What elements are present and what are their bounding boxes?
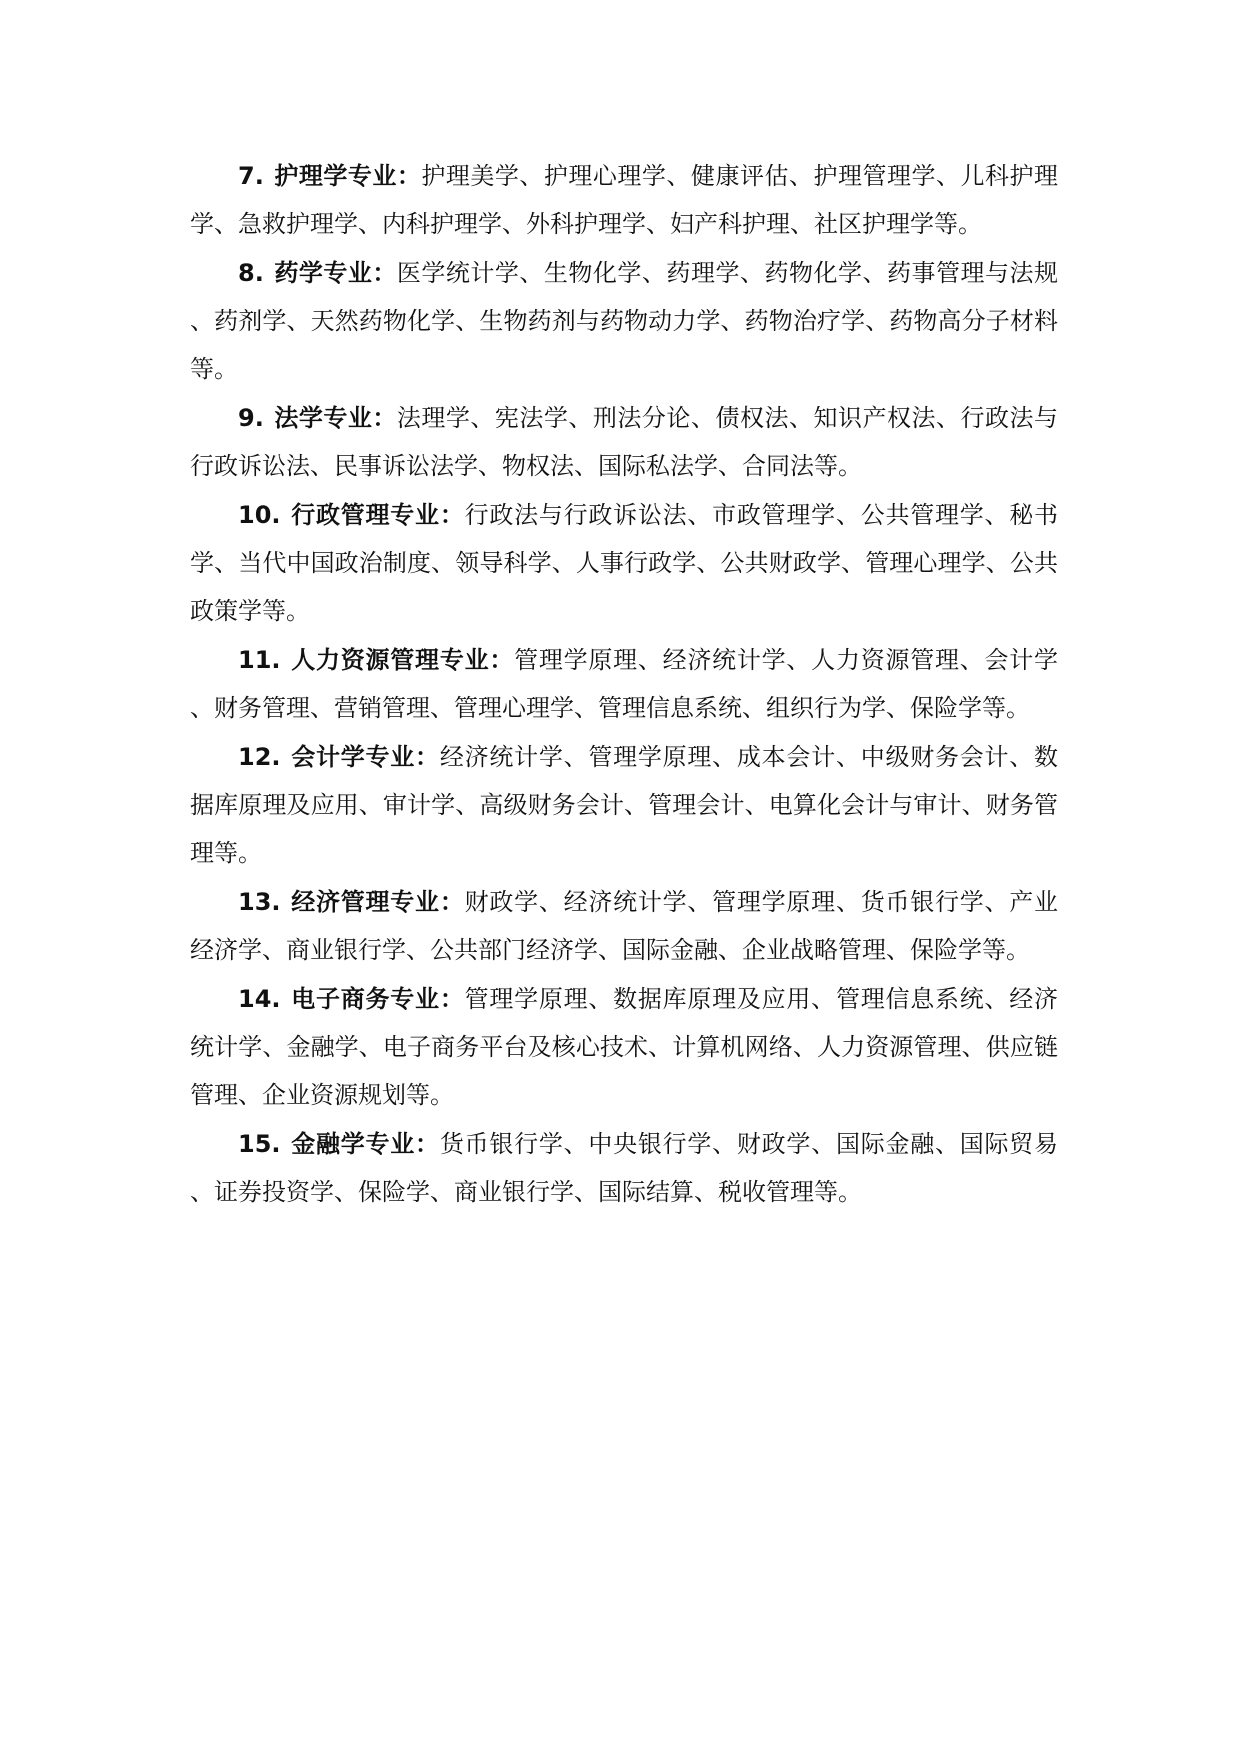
major-item-12 [190, 733, 1058, 877]
item-number: 10. [238, 501, 281, 529]
document-page [190, 152, 1058, 1217]
major-item-10 [190, 491, 1058, 635]
item-number: 11. [238, 646, 281, 674]
major-item-8 [190, 249, 1058, 393]
course-list: 管理学原理、经济统计学、人力资源管理、会计学、财务管理、营销管理、管理心理学、管理信息系统、组织行为学、保险学等。 [190, 646, 1059, 722]
item-number: 14. [238, 985, 281, 1013]
major-name: 会计学专业： [290, 743, 440, 771]
major-item-11 [190, 636, 1058, 732]
major-name: 人力资源管理专业： [290, 646, 515, 674]
major-name: 行政管理专业： [290, 501, 465, 529]
course-list: 医学统计学、生物化学、药理学、药物化学、药事管理与法规、药剂学、天然药物化学、生物药剂与药物动力学、药物治疗学、药物高分子材料等。 [190, 259, 1059, 383]
course-list: 财政学、经济统计学、管理学原理、货币银行学、产业经济学、商业银行学、公共部门经济学、国际金融、企业战略管理、保险学等。 [190, 888, 1059, 964]
course-list: 经济统计学、管理学原理、成本会计、中级财务会计、数据库原理及应用、审计学、高级财务会计、管理会计、电算化会计与审计、财务管理等。 [190, 743, 1059, 867]
item-number: 12. [238, 743, 281, 771]
major-name: 药学专业： [273, 259, 397, 287]
major-name: 法学专业： [273, 404, 397, 432]
course-list: 管理学原理、数据库原理及应用、管理信息系统、经济统计学、金融学、电子商务平台及核心技术、计算机网络、人力资源管理、供应链管理、企业资源规划等。 [190, 985, 1059, 1109]
major-name: 金融学专业： [290, 1130, 440, 1158]
major-item-13 [190, 878, 1058, 974]
major-item-7 [190, 152, 1058, 248]
item-number: 13. [238, 888, 281, 916]
item-number: 9. [238, 404, 264, 432]
major-item-14 [190, 975, 1058, 1119]
course-list: 法理学、宪法学、刑法分论、债权法、知识产权法、行政法与行政诉讼法、民事诉讼法学、物权法、国际私法学、合同法等。 [190, 404, 1059, 480]
major-name: 护理学专业： [273, 162, 422, 190]
item-number: 8. [238, 259, 264, 287]
major-item-9 [190, 394, 1058, 490]
major-name: 电子商务专业： [290, 985, 465, 1013]
course-list: 货币银行学、中央银行学、财政学、国际金融、国际贸易、证券投资学、保险学、商业银行学、国际结算、税收管理等。 [190, 1130, 1059, 1206]
course-list: 行政法与行政诉讼法、市政管理学、公共管理学、秘书学、当代中国政治制度、领导科学、人事行政学、公共财政学、管理心理学、公共政策学等。 [190, 501, 1059, 625]
major-item-15 [190, 1120, 1058, 1216]
course-list: 护理美学、护理心理学、健康评估、护理管理学、儿科护理学、急救护理学、内科护理学、外科护理学、妇产科护理、社区护理学等。 [190, 162, 1059, 238]
item-number: 7. [238, 162, 264, 190]
item-number: 15. [238, 1130, 281, 1158]
major-name: 经济管理专业： [290, 888, 465, 916]
